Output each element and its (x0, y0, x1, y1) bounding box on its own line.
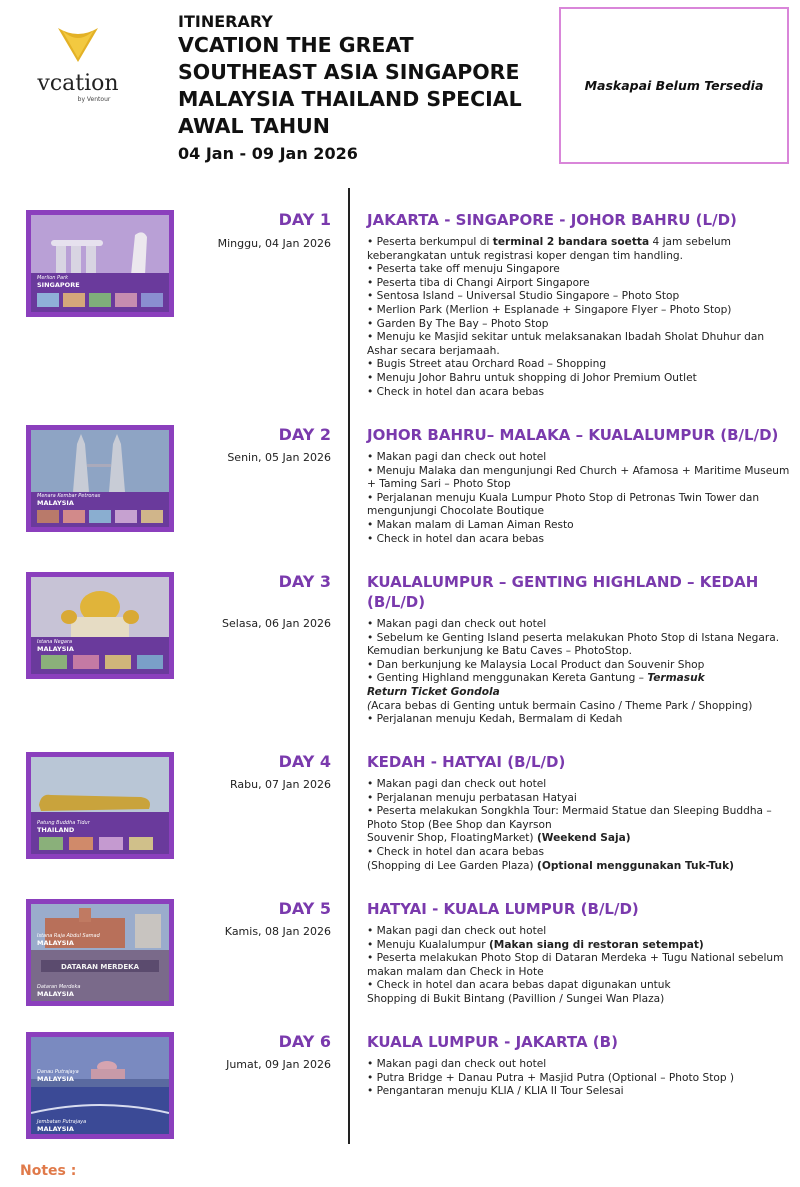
day-photo (26, 425, 174, 532)
day-title-line: JOHOR BAHRU– MALAKA – KUALALUMPUR (B/L/D) (367, 426, 779, 444)
activity-item: • Perjalanan menuju perbatasan Hatyai (367, 791, 577, 804)
photo-caption-small: Menara Kembar Petronas (37, 493, 101, 499)
emphasis-text: Return Ticket Gondola (367, 685, 500, 698)
day-activities (367, 451, 792, 546)
emphasis-text: terminal 2 bandara soetta (492, 236, 650, 248)
activity-item: • Pengantaran menuju KLIA / KLIA II Tour Selesai (367, 1085, 624, 1098)
emphasis-text: Termasuk (647, 672, 705, 685)
photo-caption-small: Merlion Park (37, 275, 69, 281)
day-title (367, 572, 787, 612)
day-activities (367, 618, 792, 727)
photo-caption-big: MALAYSIA (37, 645, 74, 653)
putrajaya-photo (31, 1037, 169, 1134)
emphasis-text: ( (367, 699, 372, 712)
istana-photo (31, 577, 169, 674)
day-title-line: JAKARTA - SINGAPORE - JOHOR BAHRU (L/D) (367, 211, 737, 229)
photo-caption-big: MALAYSIA (37, 499, 74, 507)
title-line: AWAL TAHUN (178, 114, 330, 138)
day-photo (26, 1032, 174, 1139)
photo-caption-small: Danau Putrajaya (37, 1069, 79, 1075)
emphasis-text: (Optional menggunakan Tuk-Tuk) (536, 859, 734, 872)
petronas-photo (31, 430, 169, 527)
activity-item: • Peserta tiba di Changi Airport Singapore (367, 276, 590, 289)
day-activities (367, 778, 792, 873)
activity-item: • Putra Bridge + Danau Putra + Masjid Putra (Optional – Photo Stop ) (367, 1071, 735, 1084)
timeline-divider (348, 188, 350, 1144)
activity-item: • Menuju Kualalumpur (Makan siang di restoran setempat) (367, 938, 704, 951)
photo-caption-small-2: Jembatan Putrajaya (37, 1119, 87, 1125)
logo-text: vcation (37, 71, 119, 96)
activity-item: • Makan pagi dan check out hotel (367, 925, 547, 937)
activity-item: • Makan pagi dan check out hotel (367, 1058, 547, 1070)
activity-item (367, 686, 792, 700)
day-date: Kamis, 08 Jan 2026 (224, 925, 331, 938)
activity-item: • Check in hotel dan acara bebas (367, 532, 545, 545)
photo-sign-text: DATARAN MERDEKA (60, 963, 140, 971)
activity-item: • Check in hotel dan acara bebas (367, 385, 545, 398)
activity-item: • Makan pagi dan check out hotel (367, 778, 547, 790)
day-date: Jumat, 09 Jan 2026 (226, 1058, 331, 1071)
title-line: VCATION THE GREAT (178, 33, 414, 57)
day-label: DAY 6 (278, 1032, 331, 1051)
activity-item: • Genting Highland menggunakan Kereta Gantung – Termasuk (367, 672, 705, 685)
activity-item: • Merlion Park (Merlion + Esplanade + Singapore Flyer – Photo Stop) (367, 303, 732, 316)
day-title (367, 210, 787, 230)
day-title (367, 425, 787, 445)
title-line: MALAYSIA THAILAND SPECIAL (178, 87, 522, 111)
day-label: DAY 5 (278, 899, 331, 918)
photo-caption-small: Istana Raja Abdul Samad (37, 933, 100, 939)
title-line: SOUTHEAST ASIA SINGAPORE (178, 60, 520, 84)
activity-item: • Check in hotel dan acara bebas dapat digunakan untuk (367, 979, 671, 992)
activity-item: • Check in hotel dan acara bebas (367, 845, 545, 858)
day-activities (367, 925, 792, 1007)
activity-item: (Shopping di Lee Garden Plaza) (Optional menggunakan Tuk-Tuk) (367, 859, 734, 872)
day-title-line: KEDAH - HATYAI (B/L/D) (367, 753, 566, 771)
activity-item: • Menuju Johor Bahru untuk shopping di Johor Premium Outlet (367, 371, 697, 384)
day-label: DAY 4 (278, 752, 331, 771)
activity-item: • Dan berkunjung ke Malaysia Local Product dan Souvenir Shop (367, 658, 705, 671)
day-activities (367, 236, 792, 399)
logo-subtext: by Ventour (77, 96, 111, 103)
activity-item: • Peserta melakukan Songkhla Tour: Mermaid Statue dan Sleeping Buddha – Photo Stop (Bee Shop dan Kayrson (367, 805, 772, 831)
activity-item: • Peserta take off menuju Singapore (367, 263, 560, 276)
activity-item: • Makan malam di Laman Aiman Resto (367, 518, 574, 531)
photo-caption-big: MALAYSIA (37, 1075, 74, 1083)
airline-box (559, 7, 789, 164)
activity-item: • Sentosa Island – Universal Studio Singapore – Photo Stop (367, 290, 680, 303)
day-date: Senin, 05 Jan 2026 (227, 451, 331, 464)
photo-caption-big-2: MALAYSIA (37, 990, 74, 998)
emphasis-text: (Makan siang di restoran setempat) (488, 938, 704, 951)
activity-item: • Makan pagi dan check out hotel (367, 618, 547, 630)
day-title-line: HATYAI - KUALA LUMPUR (B/L/D) (367, 900, 639, 918)
day-title (367, 899, 787, 919)
day-title (367, 752, 787, 772)
merdeka-photo (31, 904, 169, 1001)
activity-item: • Menuju ke Masjid sekitar untuk melaksanakan Ibadah Sholat Dhuhur dan Ashar secara berjamaah. (367, 331, 765, 357)
activity-item: Shopping di Bukit Bintang (Pavillion / Sungei Wan Plaza) (367, 992, 665, 1005)
activity-item: Souvenir Shop, FloatingMarket) (Weekend Saja) (367, 832, 631, 845)
activity-item: • Garden By The Bay – Photo Stop (367, 317, 549, 330)
day-title-line: KUALALUMPUR – GENTING HIGHLAND – KEDAH (367, 573, 759, 591)
day-date: Minggu, 04 Jan 2026 (217, 237, 331, 250)
day-label: DAY 3 (278, 572, 331, 591)
airline-note: Maskapai Belum Tersedia (584, 78, 764, 93)
tour-title (178, 32, 548, 140)
photo-caption-big: SINGAPORE (37, 281, 80, 289)
day-label: DAY 1 (278, 210, 331, 229)
photo-caption-big: THAILAND (37, 826, 75, 834)
photo-caption-small-2: Dataran Merdeka (37, 984, 81, 990)
day-photo (26, 899, 174, 1006)
photo-caption-big: MALAYSIA (37, 939, 74, 947)
activity-item: • Peserta melakukan Photo Stop di Dataran Merdeka + Tugu National sebelum makan malam dan Check in Hote (367, 952, 784, 978)
vcation-logo (28, 22, 128, 112)
day-activities (367, 1058, 792, 1099)
activity-item: • Peserta berkumpul di terminal 2 bandara soetta 4 jam sebelum keberangkatan untuk registrasi koper dengan tim handling. (367, 236, 731, 262)
page-header (178, 12, 548, 163)
emphasis-text: (Weekend Saja) (536, 832, 631, 845)
singapore-photo (31, 215, 169, 312)
day-label: DAY 2 (278, 425, 331, 444)
photo-caption-small: Istana Negara (37, 639, 73, 645)
photo-caption-big-2: MALAYSIA (37, 1125, 74, 1133)
activity-item: (Acara bebas di Genting untuk bermain Casino / Theme Park / Shopping) (367, 699, 753, 712)
activity-item: • Bugis Street atau Orchard Road – Shopping (367, 358, 607, 371)
tour-dates: 04 Jan - 09 Jan 2026 (178, 144, 358, 163)
day-title (367, 1032, 787, 1052)
photo-caption-small: Patung Buddha Tidur (37, 820, 90, 826)
activity-item: • Perjalanan menuju Kuala Lumpur Photo Stop di Petronas Twin Tower dan mengunjungi Chocolate Boutique (367, 491, 760, 518)
activity-item: • Makan pagi dan check out hotel (367, 451, 547, 463)
activity-item: • Menuju Malaka dan mengunjungi Red Church + Afamosa + Maritime Museum + Taming Sari – Photo Stop (367, 464, 790, 491)
itinerary-label: ITINERARY (178, 12, 273, 31)
day-date: Rabu, 07 Jan 2026 (229, 778, 331, 791)
activity-item: • Perjalanan menuju Kedah, Bermalam di Kedah (367, 713, 623, 726)
day-photo (26, 752, 174, 859)
day-photo (26, 572, 174, 679)
day-date: Selasa, 06 Jan 2026 (222, 617, 331, 630)
day-title-line: (B/L/D) (367, 593, 426, 611)
buddha-photo (31, 757, 169, 854)
day-title-line: KUALA LUMPUR - JAKARTA (B) (367, 1033, 618, 1051)
day-photo (26, 210, 174, 317)
activity-item: • Sebelum ke Genting Island peserta melakukan Photo Stop di Istana Negara. Kemudian berkunjung ke Batu Caves – PhotoStop. (367, 631, 780, 658)
notes-label: Notes : (20, 1163, 77, 1179)
